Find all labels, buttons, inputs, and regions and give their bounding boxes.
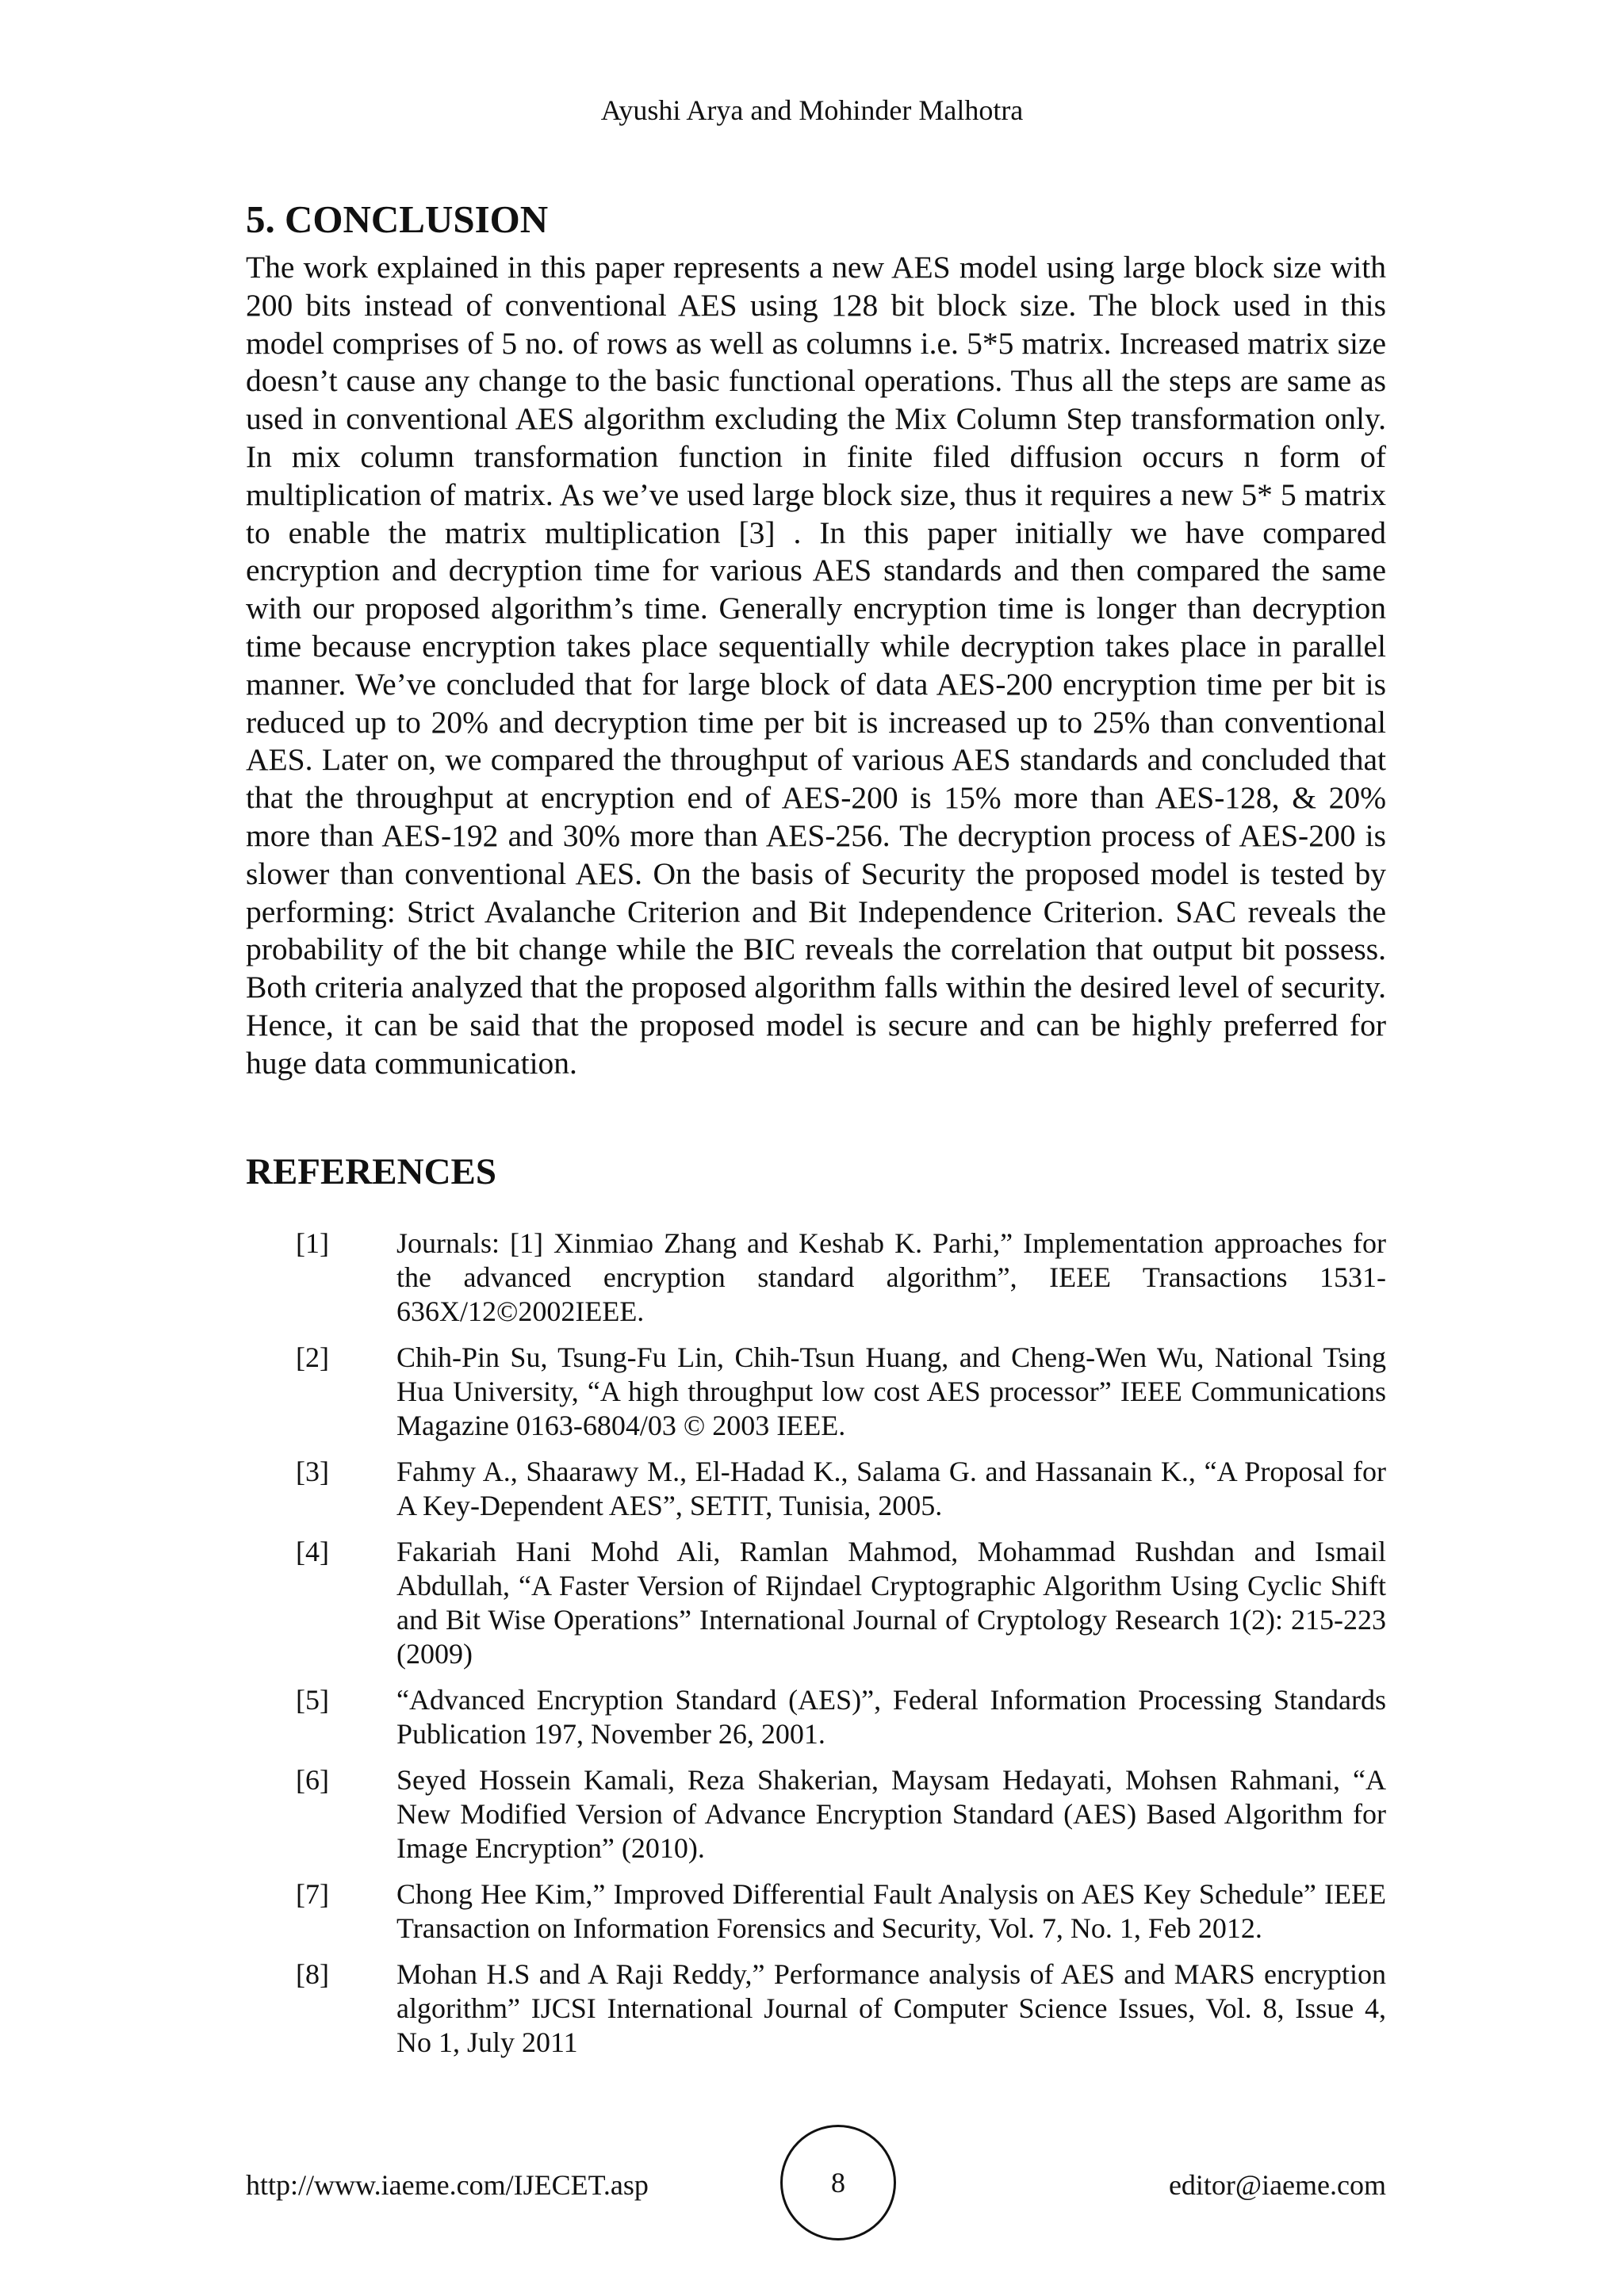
reference-item [246, 1957, 1386, 2060]
reference-item [246, 1877, 1386, 1946]
reference-number: [4] [296, 1536, 329, 1567]
reference-text: Seyed Hossein Kamali, Reza Shakerian, Maysam Hedayati, Mohsen Rahmani, “A New Modified Version of Advance Encryption Standard (AES) Based Algorithm for Image Encryption” (2010). [396, 1764, 1386, 1864]
references-heading: REFERENCES [246, 1151, 497, 1192]
reference-text: “Advanced Encryption Standard (AES)”, Federal Information Processing Standards Publication 197, November 26, 2001. [396, 1684, 1386, 1750]
footer-url-link[interactable]: http://www.iaeme.com/IJECET.asp [246, 2169, 649, 2201]
conclusion-paragraph: The work explained in this paper represents a new AES model using large block size with 200 bits instead of conventional AES using 128 bit block size. The block used in this model comprises of 5 no. of rows as well as columns i.e. 5*5 matrix. Increased matrix size doesn’t cause any change to the basic functional operations. Thus all the steps are same as used in conventional AES algorithm excluding the Mix Column Step transformation only. In mix column transformation function in finite filed diffusion occurs n form of multiplication of matrix. As we’ve used large block size, thus it requires a new 5* 5 matrix to enable the matrix multiplication [3] . In this paper initially we have compared encryption and decryption time for various AES standards and then compared the same with our proposed algorithm’s time. Generally encryption time is longer than decryption time because encryption takes place sequentially while decryption takes place in parallel manner. We’ve concluded that for large block of data AES-200 encryption time per bit is reduced up to 20% and decryption time per bit is increased up to 25% than conventional AES. Later on, we compared the throughput of various AES standards and concluded that that the throughput at encryption end of AES-200 is 15% more than AES-128, & 20% more than AES-192 and 30% more than AES-256. The decryption process of AES-200 is slower than conventional AES. On the basis of Security the proposed model is tested by performing: Strict Avalanche Criterion and Bit Independence Criterion. SAC reveals the probability of the bit change while the BIC reveals the correlation that output bit possess. Both criteria analyzed that the proposed algorithm falls within the desired level of security. Hence, it can be said that the proposed model is secure and can be highly preferred for huge data communication. [246, 250, 1386, 1081]
reference-text: Chih-Pin Su, Tsung-Fu Lin, Chih-Tsun Huang, and Cheng-Wen Wu, National Tsing Hua University, “A high throughput low cost AES processor” IEEE Communications Magazine 0163-6804/03 © 2003 IEEE. [396, 1341, 1386, 1441]
reference-number: [7] [296, 1878, 329, 1910]
reference-number: [5] [296, 1684, 329, 1716]
page-number: 8 [780, 2125, 896, 2241]
reference-item [246, 1683, 1386, 1751]
reference-number: [6] [296, 1764, 329, 1796]
reference-item [246, 1763, 1386, 1866]
reference-number: [1] [296, 1227, 329, 1259]
reference-text: Fakariah Hani Mohd Ali, Ramlan Mahmod, Mohammad Rushdan and Ismail Abdullah, “A Faster Version of Rijndael Cryptographic Algorithm Using Cyclic Shift and Bit Wise Operations” International Journal of Cryptology Research 1(2): 215-223 (2009) [396, 1536, 1386, 1670]
reference-item [246, 1341, 1386, 1443]
references-list [246, 1226, 1386, 2072]
reference-item [246, 1535, 1386, 1671]
reference-text: Mohan H.S and A Raji Reddy,” Performance analysis of AES and MARS encryption algorithm” IJCSI International Journal of Computer Science Issues, Vol. 8, Issue 4, No 1, July 2011 [396, 1958, 1386, 2058]
reference-number: [8] [296, 1958, 329, 1990]
running-header: Ayushi Arya and Mohinder Malhotra [600, 94, 1024, 126]
reference-text: Journals: [1] Xinmiao Zhang and Keshab K. Parhi,” Implementation approaches for the advanced encryption standard algorithm”, IEEE Transactions 1531-636X/12©2002IEEE. [396, 1227, 1386, 1327]
reference-number: [3] [296, 1456, 329, 1487]
reference-text: Chong Hee Kim,” Improved Differential Fault Analysis on AES Key Schedule” IEEE Transaction on Information Forensics and Security, Vol. 7, No. 1, Feb 2012. [396, 1878, 1386, 1944]
reference-text: Fahmy A., Shaarawy M., El-Hadad K., Salama G. and Hassanain K., “A Proposal for A Key-Dependent AES”, SETIT, Tunisia, 2005. [396, 1456, 1386, 1521]
footer-email-link[interactable]: editor@iaeme.com [1168, 2169, 1386, 2201]
conclusion-heading: 5. CONCLUSION [246, 197, 549, 241]
reference-number: [2] [296, 1341, 329, 1373]
reference-item [246, 1455, 1386, 1523]
reference-item [246, 1226, 1386, 1329]
